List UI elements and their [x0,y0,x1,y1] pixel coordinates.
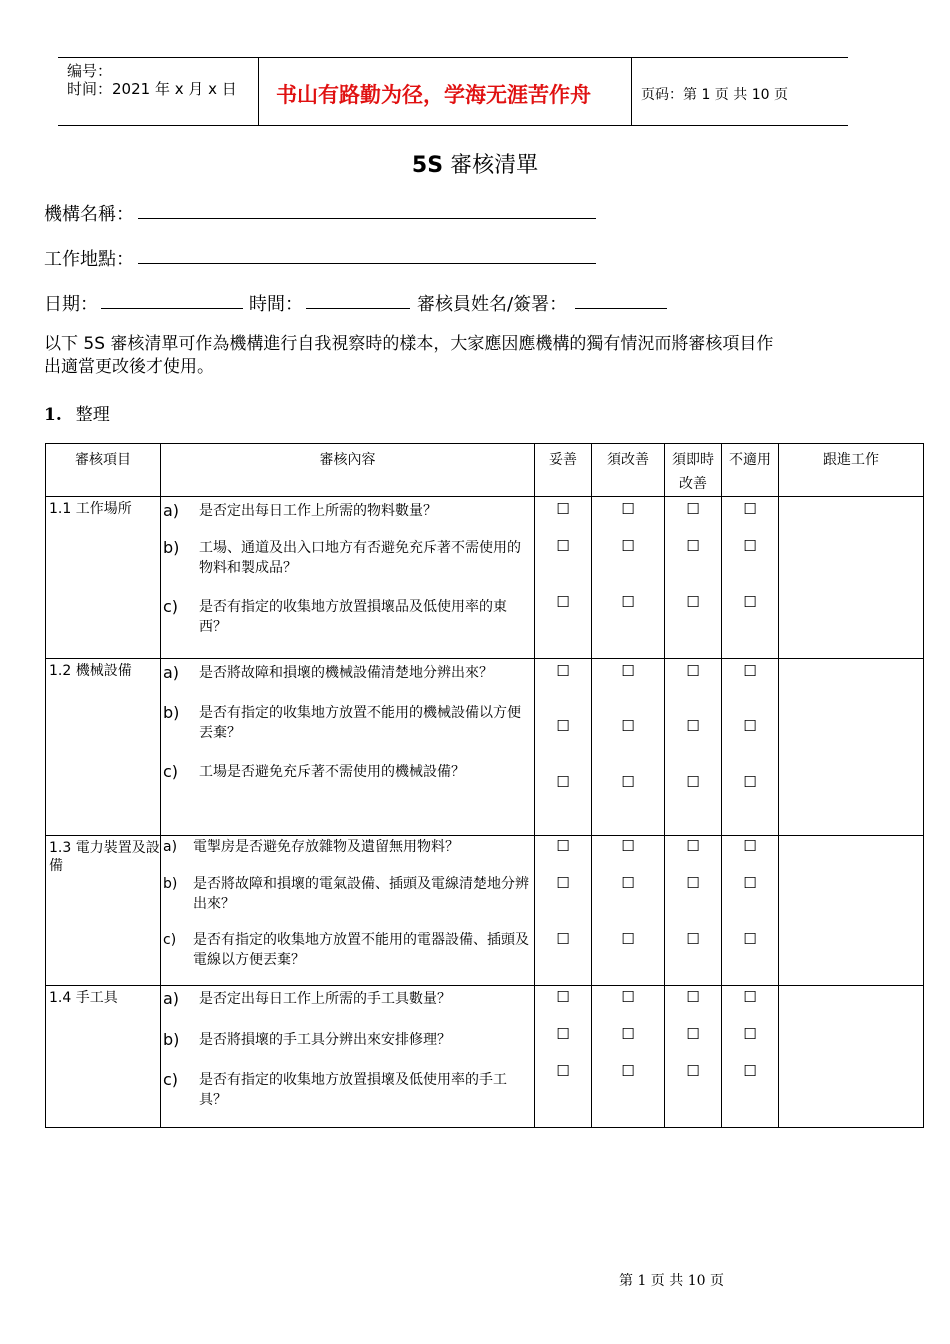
checkbox-column-good [535,659,592,836]
checkbox[interactable]: ☐ [556,717,570,735]
question-item [161,663,534,683]
question-letter: c) [163,762,179,781]
category-cell: 1.2 機械設備 [46,659,161,836]
checkbox[interactable]: ☐ [743,537,757,555]
checkbox[interactable]: ☐ [743,593,757,611]
checkbox[interactable]: ☐ [556,1025,570,1043]
follow-up-cell[interactable] [779,659,924,836]
checkbox[interactable]: ☐ [621,773,635,791]
question-item [161,703,534,743]
page-title-rest: 審核清單 [443,153,539,178]
question-letter: c) [163,1070,179,1089]
intro-paragraph [44,333,924,379]
question-letter: c) [163,597,179,616]
checkbox[interactable]: ☐ [743,773,757,791]
category-cell: 1.1 工作場所 [46,497,161,659]
checkbox[interactable]: ☐ [621,1025,635,1043]
checkbox[interactable]: ☐ [686,500,700,518]
checkbox[interactable]: ☐ [743,500,757,518]
checkbox-column-immediate [665,836,722,986]
question-letter: a) [163,989,180,1008]
question-letter: a) [163,501,180,520]
header-motto: 书山有路勤为径，学海无涯苦作舟 [276,82,591,107]
checkbox[interactable]: ☐ [621,1062,635,1080]
checkbox[interactable]: ☐ [743,930,757,948]
checkbox[interactable]: ☐ [621,717,635,735]
checkbox[interactable]: ☐ [686,773,700,791]
page-footer: 第 1 页 共 10 页 [619,1273,724,1289]
checkbox[interactable]: ☐ [621,662,635,680]
question-text: 是否有指定的收集地方放置不能用的機械設備以方便丟棄？ [199,705,521,741]
checkbox[interactable]: ☐ [621,837,635,855]
question-text: 電掣房是否避免存放雜物及遺留無用物料？ [193,839,459,855]
checkbox[interactable]: ☐ [621,930,635,948]
checkbox[interactable]: ☐ [743,1025,757,1043]
question-item [161,597,534,637]
question-cell [161,986,535,1128]
checkbox-column-na [722,659,779,836]
header-number-label: 编号： [67,62,113,80]
col-header-content: 審核內容 [161,444,535,497]
auditor-line[interactable] [575,308,667,309]
category-cell: 1.4 手工具 [46,986,161,1128]
question-letter: b) [163,703,180,722]
location-label: 工作地點： [44,249,134,270]
checkbox[interactable]: ☐ [556,930,570,948]
org-name-label: 機構名稱： [44,204,134,225]
checkbox[interactable]: ☐ [686,837,700,855]
col-header-good: 妥善 [535,444,592,497]
question-text: 是否有指定的收集地方放置不能用的電器設備、插頭及電線以方便丟棄？ [193,932,529,968]
follow-up-cell[interactable] [779,986,924,1128]
checkbox[interactable]: ☐ [686,717,700,735]
checkbox[interactable]: ☐ [556,837,570,855]
checkbox[interactable]: ☐ [621,988,635,1006]
question-text: 是否定出每日工作上所需的物料數量？ [199,503,437,519]
org-name-line[interactable] [138,218,596,219]
question-cell [161,836,535,986]
question-item [161,930,534,970]
time-line[interactable] [306,308,410,309]
table-row-group-1-3 [46,836,924,986]
follow-up-cell[interactable] [779,497,924,659]
question-letter: a) [163,839,178,855]
header-bottom-rule [58,125,848,126]
auditor-label: 審核員姓名/簽署： [417,294,568,315]
question-text: 是否將損壞的手工具分辨出來安排修理？ [199,1032,451,1048]
question-text: 工場、通道及出入口地方有否避免充斥著不需使用的物料和製成品？ [199,540,521,576]
checkbox[interactable]: ☐ [556,537,570,555]
page-title [0,148,950,179]
question-letter: b) [163,538,180,557]
checkbox[interactable]: ☐ [621,500,635,518]
checkbox[interactable]: ☐ [556,1062,570,1080]
checkbox-column-improve [592,836,665,986]
checkbox[interactable]: ☐ [556,874,570,892]
question-text: 是否有指定的收集地方放置損壞品及低使用率的東西？ [199,599,507,635]
question-item [161,538,534,578]
col-header-immediate-line2: 改善 [679,476,707,492]
question-text: 工場是否避免充斥著不需使用的機械設備？ [199,764,465,780]
table-row-group-1-2 [46,659,924,836]
question-item [161,837,534,857]
checkbox[interactable]: ☐ [743,1062,757,1080]
question-item [161,501,534,521]
checkbox[interactable]: ☐ [621,593,635,611]
checkbox-column-immediate [665,986,722,1128]
question-cell [161,659,535,836]
checkbox[interactable]: ☐ [621,537,635,555]
col-header-immediate-line1: 須即時 [672,452,714,468]
checkbox[interactable]: ☐ [621,874,635,892]
checkbox-column-improve [592,986,665,1128]
date-line[interactable] [101,308,243,309]
checkbox[interactable]: ☐ [556,662,570,680]
col-header-improve: 須改善 [592,444,665,497]
checkbox-column-good [535,497,592,659]
checkbox[interactable]: ☐ [686,1062,700,1080]
question-letter: c) [163,932,177,948]
question-text: 是否將故障和損壞的機械設備清楚地分辨出來？ [199,665,493,681]
checkbox-column-na [722,836,779,986]
table-row-group-1-1 [46,497,924,659]
header-top-rule [58,57,848,58]
time-label: 時間： [249,294,303,315]
col-header-na: 不適用 [722,444,779,497]
checkbox[interactable]: ☐ [743,837,757,855]
checkbox-column-immediate [665,659,722,836]
question-letter: a) [163,663,180,682]
col-header-follow: 跟進工作 [779,444,924,497]
header-divider-right [631,57,632,126]
checkbox[interactable]: ☐ [743,717,757,735]
header-divider-left [258,57,259,126]
question-item [161,1070,534,1110]
checkbox[interactable]: ☐ [743,988,757,1006]
checkbox-column-good [535,836,592,986]
checkbox[interactable]: ☐ [686,874,700,892]
question-letter: b) [163,876,178,892]
section-number: 1. [44,405,62,425]
intro-line-2: 出適當更改後才使用。 [44,357,214,377]
checkbox[interactable]: ☐ [556,773,570,791]
checkbox-column-improve [592,659,665,836]
audit-table [45,443,924,1128]
intro-line-1: 以下 5S 審核清單可作為機構進行自我視察時的樣本，大家應因應機構的獨有情況而將審核項目作 [44,334,774,354]
location-line[interactable] [138,263,596,264]
question-item [161,762,534,782]
section-title: 整理 [75,405,110,425]
col-header-item: 審核項目 [46,444,161,497]
checkbox[interactable]: ☐ [686,593,700,611]
page-title-bold: 5S [411,153,444,178]
question-item [161,989,534,1009]
checkbox-column-na [722,497,779,659]
checkbox[interactable]: ☐ [556,988,570,1006]
header-page-info: 页码：第 1 页 共 10 页 [641,87,788,103]
checkbox[interactable]: ☐ [556,593,570,611]
checkbox-column-na [722,986,779,1128]
checkbox[interactable]: ☐ [686,537,700,555]
col-header-immediate [665,444,722,497]
checkbox[interactable]: ☐ [686,662,700,680]
checkbox[interactable]: ☐ [686,988,700,1006]
question-cell [161,497,535,659]
date-label: 日期： [44,294,98,315]
checkbox[interactable]: ☐ [686,930,700,948]
follow-up-cell[interactable] [779,836,924,986]
question-letter: b) [163,1030,180,1049]
header-time-label: 时间：2021 年 x 月 x 日 [67,80,237,98]
question-item [161,1030,534,1050]
checkbox[interactable]: ☐ [686,1025,700,1043]
question-text: 是否將故障和損壞的電氣設備、插頭及電線清楚地分辨出來？ [193,876,529,912]
table-row-group-1-4 [46,986,924,1128]
checkbox-column-good [535,986,592,1128]
checkbox[interactable]: ☐ [743,662,757,680]
question-text: 是否有指定的收集地方放置損壞及低使用率的手工具？ [199,1072,507,1108]
category-cell: 1.3 電力裝置及設備 [46,836,161,986]
checkbox[interactable]: ☐ [743,874,757,892]
checkbox-column-immediate [665,497,722,659]
table-header-row [46,444,924,497]
checkbox[interactable]: ☐ [556,500,570,518]
section-heading [44,400,110,425]
question-text: 是否定出每日工作上所需的手工具數量？ [199,991,451,1007]
question-item [161,874,534,914]
checkbox-column-improve [592,497,665,659]
